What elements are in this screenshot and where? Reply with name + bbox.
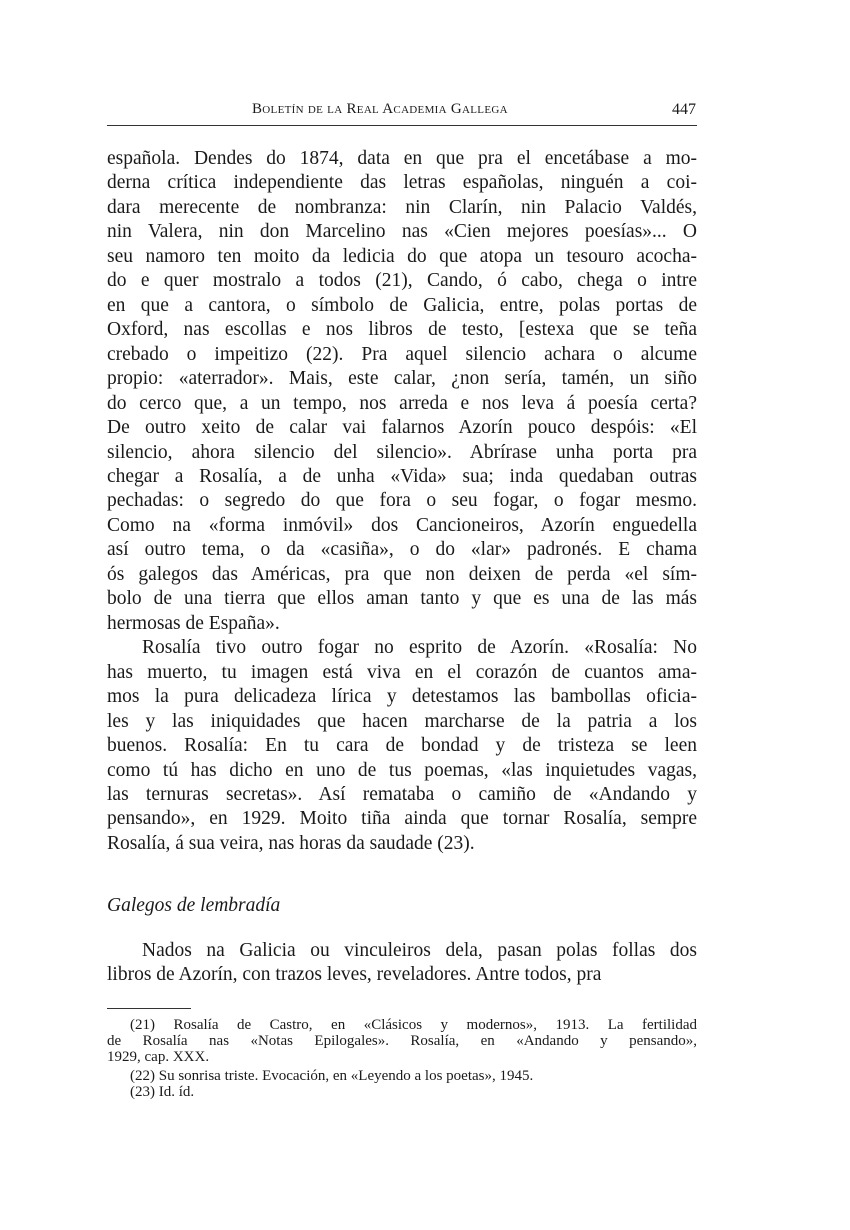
body-line: hermosas de España». <box>107 612 280 634</box>
body-line: española. Dendes do 1874, data en que pra el encetábase a mo- <box>107 148 697 169</box>
body-line: Como na «forma inmóvil» dos Cancioneiros, Azorín enguedella <box>107 514 697 536</box>
body-line: pechadas: o segredo do que fora o seu fogar, o fogar mesmo. <box>107 490 697 512</box>
body-line: derna crítica independiente das letras españolas, ninguén a coi- <box>107 172 697 194</box>
body-line: Oxford, nas escollas e nos libros de testo, [estexa que se teña <box>107 319 697 341</box>
footnote-rule <box>107 1008 191 1009</box>
footnote-line: 1929, cap. XXX. <box>107 1049 210 1065</box>
body-line: do e quer mostralo a todos (21), Cando, ó cabo, chega o intre <box>107 270 697 292</box>
footnote-line: (22) Su sonrisa triste. Evocación, en «Leyendo a los poetas», 1945. <box>130 1068 534 1084</box>
body-line: como tú has dicho en uno de tus poemas, «las inquietudes vagas, <box>107 759 697 781</box>
body-line: Rosalía tivo outro fogar no esprito de Azorín. «Rosalía: No <box>142 637 697 659</box>
body-line: en que a cantora, o símbolo de Galicia, entre, polas portas de <box>107 294 697 316</box>
body-line: nin Valera, nin don Marcelino nas «Cien mejores poesías»... O <box>107 221 697 243</box>
body-line: dara merecente de nombranza: nin Clarín, nin Palacio Valdés, <box>107 196 697 218</box>
body-line: las ternuras secretas». Así remataba o camiño de «Andando y <box>107 783 697 805</box>
page-number: 447 <box>672 101 696 118</box>
body-line: mos la pura delicadeza lírica y detestamos las bambollas oficia- <box>107 686 697 708</box>
body-line: libros de Azorín, con trazos leves, reveladores. Antre todos, pra <box>107 964 602 986</box>
body-line: pensando», en 1929. Moito tiña ainda que tornar Rosalía, sempre <box>107 808 697 830</box>
body-line: ós galegos das Américas, pra que non deixen de perda «el sím- <box>107 563 697 585</box>
body-line: crebado o impeitizo (22). Pra aquel silencio achara o alcume <box>107 343 697 365</box>
running-title: Boletín de la Real Academia Gallega <box>252 101 508 117</box>
footnote-line: (23) Id. íd. <box>130 1084 195 1100</box>
body-line: buenos. Rosalía: En tu cara de bondad y de tristeza se leen <box>107 735 697 757</box>
body-line: les y las iniquidades que hacen marcharse de la patria a los <box>107 710 697 732</box>
body-line: seu namoro ten moito da ledicia do que atopa un tesouro acocha- <box>107 245 697 267</box>
body-line: silencio, ahora silencio del silencio». Abrírase unha porta pra <box>107 441 697 463</box>
body-line: Rosalía, á sua veira, nas horas da saudade (23). <box>107 832 475 854</box>
body-line: propio: «aterrador». Mais, este calar, ¿non sería, tamén, un siño <box>107 368 697 390</box>
body-line: bolo de una tierra que ellos aman tanto y que es una de las más <box>107 588 697 610</box>
section-heading: Galegos de lembradía <box>107 895 281 916</box>
footnote-line: (21) Rosalía de Castro, en «Clásicos y modernos», 1913. La fertilidad <box>130 1017 697 1033</box>
body-line: chegar a Rosalía, a de unha «Vida» sua; inda quedaban outras <box>107 465 697 487</box>
body-line: De outro xeito de calar vai falarnos Azorín pouco despóis: «El <box>107 417 697 439</box>
body-line: así outro tema, o da «casiña», o do «lar» padronés. E chama <box>107 539 697 561</box>
body-line: has muerto, tu imagen está viva en el corazón de cuantos ama- <box>107 661 697 683</box>
header-rule <box>107 125 697 126</box>
footnote-line: de Rosalía nas «Notas Epilogales». Rosalía, en «Andando y pensando», <box>107 1033 697 1049</box>
body-line: Nados na Galicia ou vinculeiros dela, pasan polas follas dos <box>142 940 697 961</box>
body-line: do cerco que, a un tempo, nos arreda e nos leva á poesía certa? <box>107 392 697 414</box>
